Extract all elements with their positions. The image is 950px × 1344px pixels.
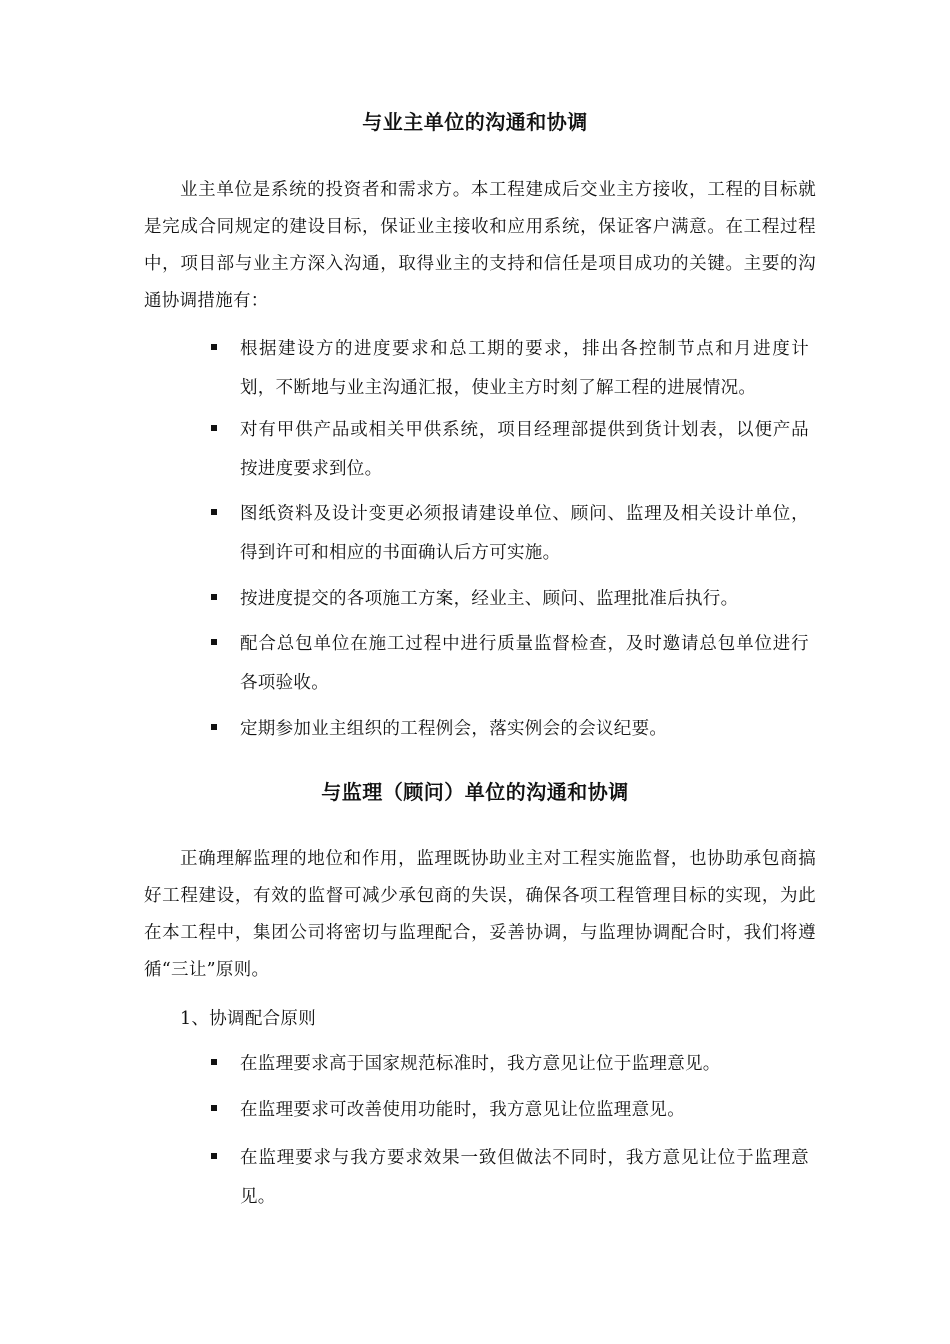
subheading: 1、协调配合原则 <box>180 1009 317 1029</box>
bullet-square-icon <box>211 344 217 350</box>
list-item-text: 按进度提交的各项施工方案，经业主、顾问、监理批准后执行。 <box>240 589 739 609</box>
list-item-text: 定期参加业主组织的工程例会，落实例会的会议纪要。 <box>240 719 668 739</box>
bullet-square-icon <box>211 1105 217 1111</box>
bullet-square-icon <box>211 425 217 431</box>
bullet-square-icon <box>211 1153 217 1159</box>
list-item-text: 在监理要求与我方要求效果一致但做法不同时，我方意见让位于监理意见。 <box>240 1148 809 1207</box>
bullet-square-icon <box>211 594 217 600</box>
intro-paragraph: 正确理解监理的地位和作用，监理既协助业主对工程实施监督，也协助承包商搞好工程建设，有效的监督可减少承包商的失误，确保各项工程管理目标的实现，为此在本工程中，集团公司将密切与监理配合，妥善协调，与监理协调配合时，我们将遵循“三让”原则。 <box>144 849 816 980</box>
intro-paragraph: 业主单位是系统的投资者和需求方。本工程建成后交业主方接收，工程的目标就是完成合同规定的建设目标，保证业主接收和应用系统，保证客户满意。在工程过程中，项目部与业主方深入沟通，取得业主的支持和信任是项目成功的关键。主要的沟通协调措施有： <box>144 180 816 311</box>
list-item-text: 对有甲供产品或相关甲供系统，项目经理部提供到货计划表，以便产品按进度要求到位。 <box>240 420 809 479</box>
list-item-text: 图纸资料及设计变更必须报请建设单位、顾问、监理及相关设计单位，得到许可和相应的书面确认后方可实施。 <box>240 504 809 563</box>
list-item-text: 在监理要求高于国家规范标准时，我方意见让位于监理意见。 <box>240 1054 721 1074</box>
list-item-text: 在监理要求可改善使用功能时，我方意见让位监理意见。 <box>240 1100 685 1120</box>
bullet-square-icon <box>211 1059 217 1065</box>
bullet-square-icon <box>211 639 217 645</box>
section-heading: 与业主单位的沟通和协调 <box>362 110 588 134</box>
bullet-square-icon <box>211 509 217 515</box>
section-heading: 与监理（顾问）单位的沟通和协调 <box>321 780 629 804</box>
list-item-text: 配合总包单位在施工过程中进行质量监督检查，及时邀请总包单位进行各项验收。 <box>240 634 809 693</box>
list-item-text: 根据建设方的进度要求和总工期的要求，排出各控制节点和月进度计划，不断地与业主沟通汇报，使业主方时刻了解工程的进展情况。 <box>240 339 809 398</box>
bullet-square-icon <box>211 724 217 730</box>
